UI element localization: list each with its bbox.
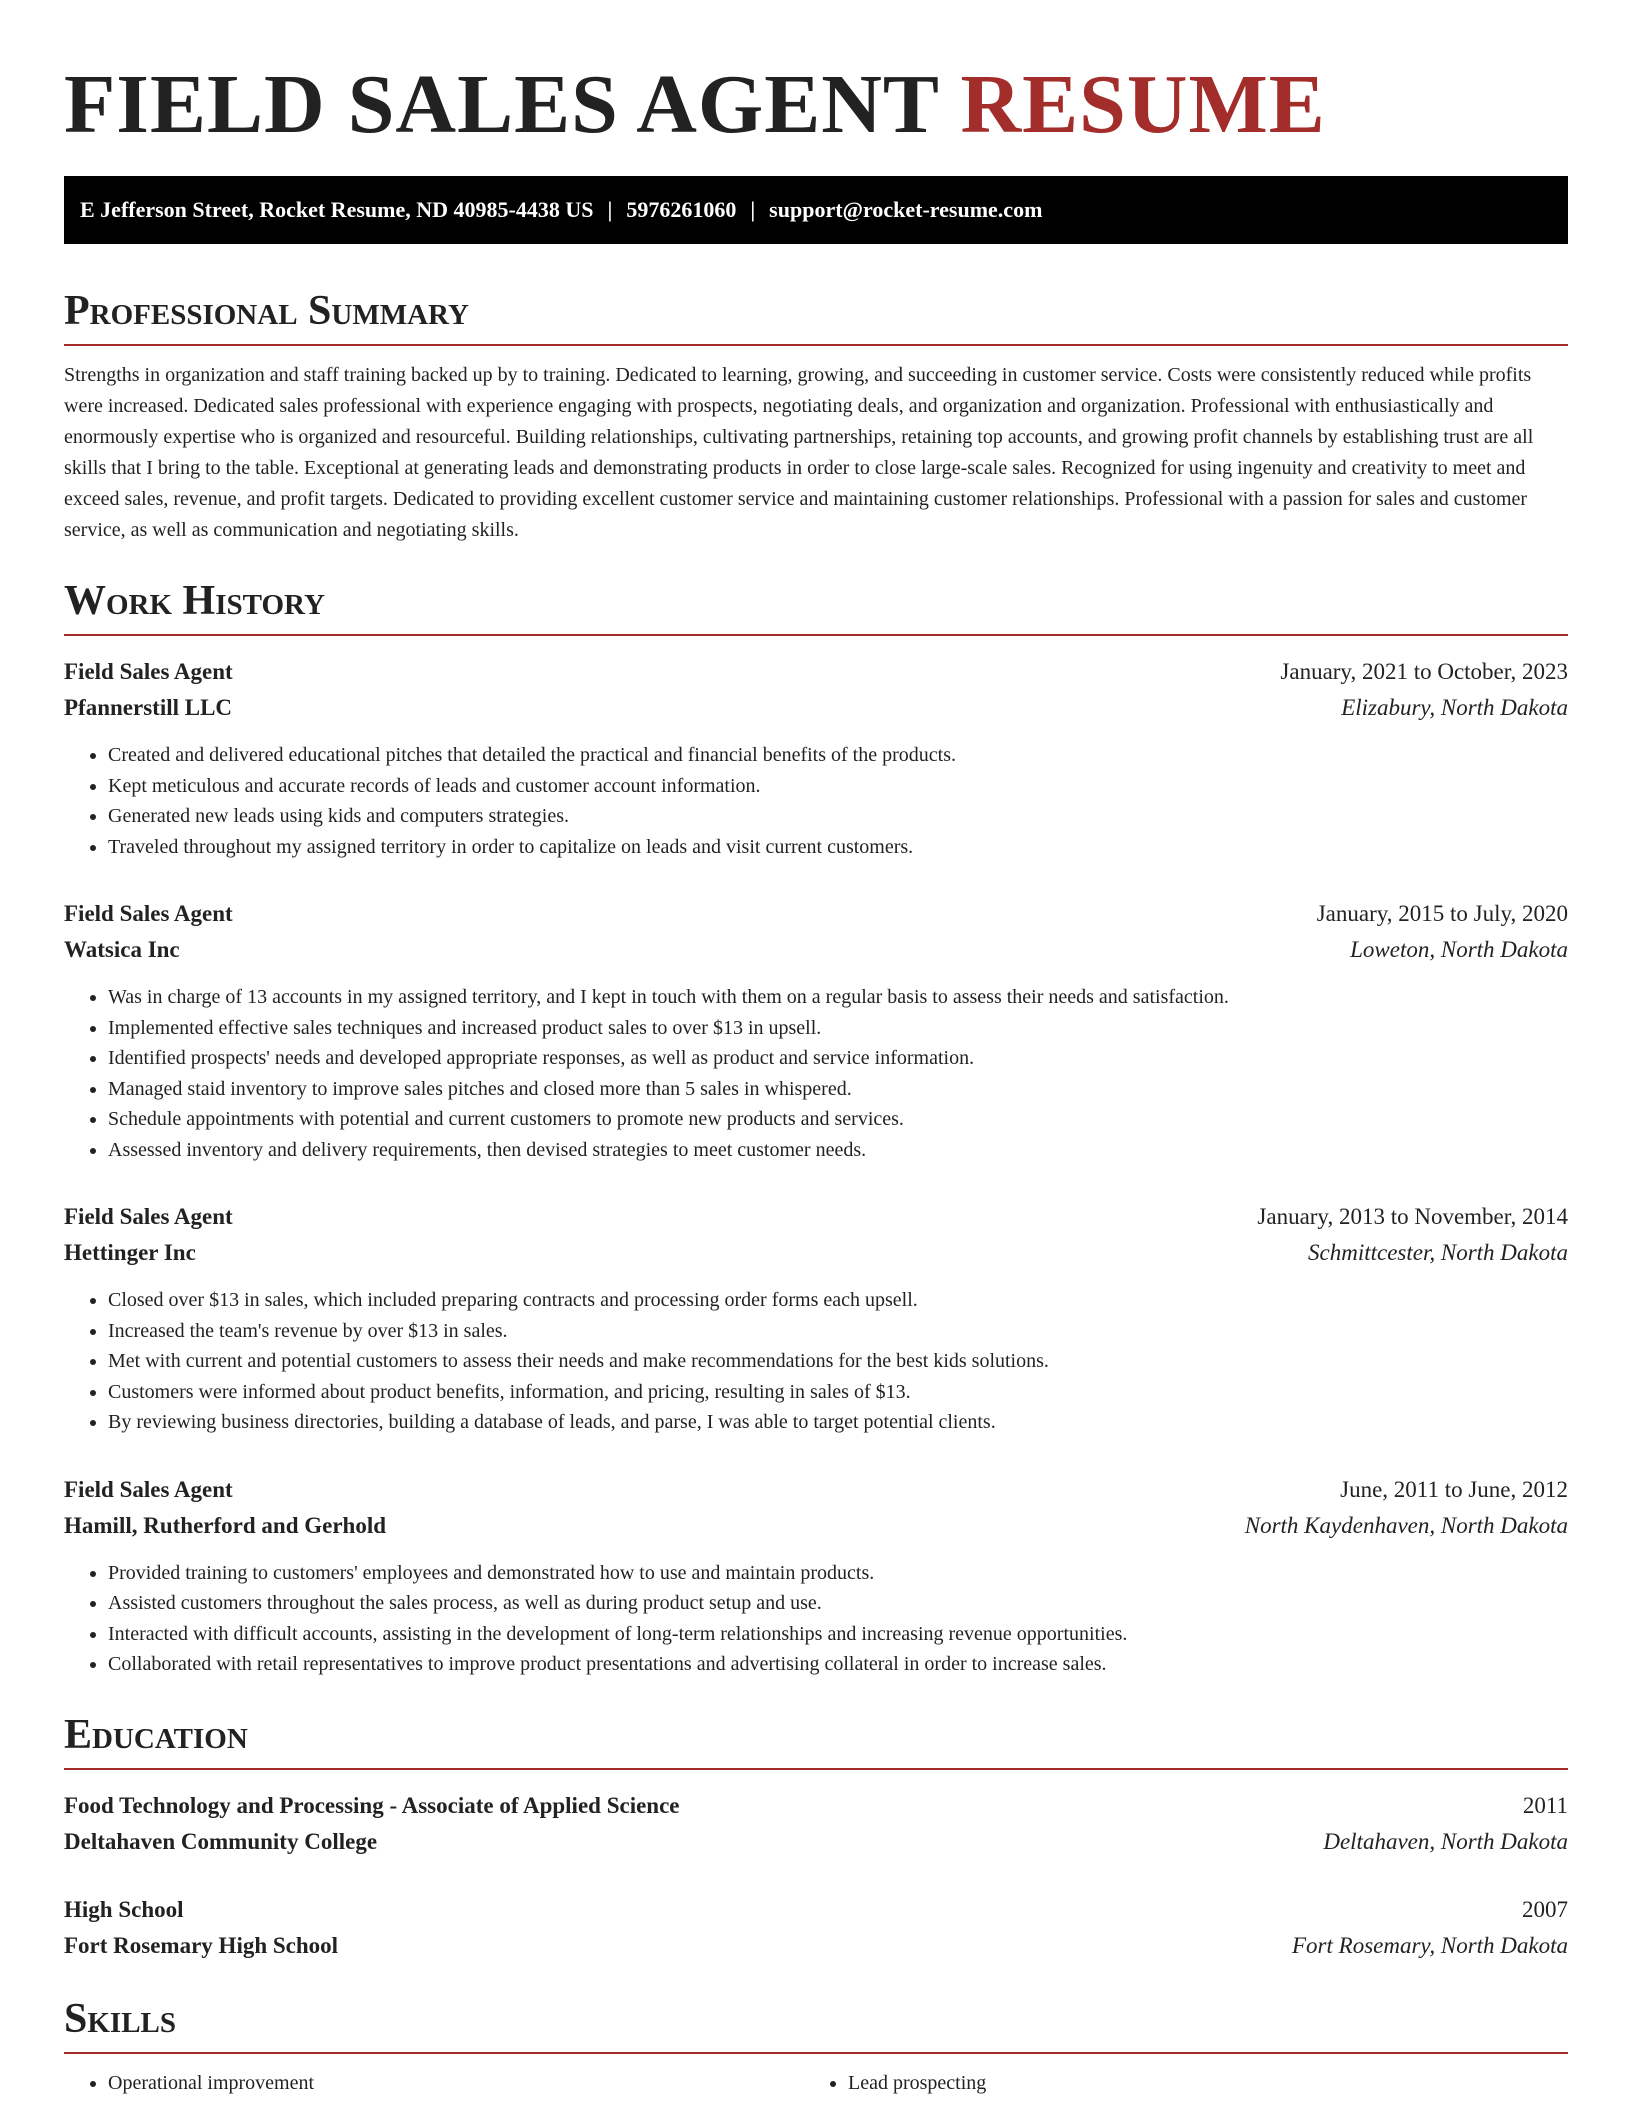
job-entry <box>64 896 1568 1165</box>
education-location: Fort Rosemary, North Dakota <box>1292 1932 1568 1958</box>
education-entry <box>64 1892 1568 1964</box>
summary-heading: Professional Summary <box>64 286 1568 346</box>
job-bullet: • Collaborated with retail representatives to improve product presentations and advertising collateral in order to increase sales. <box>108 1649 1568 1680</box>
education-header-row <box>64 1892 1568 1928</box>
job-bullet: • Closed over $13 in sales, which included preparing contracts and processing order forms each upsell. <box>108 1285 1568 1316</box>
job-company: Watsica Inc <box>64 937 180 962</box>
education-year: 2011 <box>1522 1792 1568 1818</box>
education-location: Deltahaven, North Dakota <box>1323 1828 1568 1854</box>
contact-email: support@rocket-resume.com <box>769 197 1043 222</box>
education-school: Deltahaven Community College <box>64 1828 378 1854</box>
job-bullets <box>64 1285 1568 1438</box>
education-heading: Education <box>64 1710 1568 1770</box>
job-bullet: • By reviewing business directories, building a database of leads, and parse, I was able to target potential clients. <box>108 1407 1568 1438</box>
job-bullets <box>64 982 1568 1165</box>
skill-item: • Lead prospecting <box>848 2068 1544 2098</box>
job-bullet: • Schedule appointments with potential and current customers to promote new products and services. <box>108 1104 1568 1135</box>
skills-list <box>64 2068 1568 2098</box>
education-list <box>64 1788 1568 1964</box>
job-bullet: • Customers were informed about product benefits, information, and pricing, resulting in sales of $13. <box>108 1377 1568 1408</box>
job-location: North Kaydenhaven, North Dakota <box>1244 1512 1568 1538</box>
job-bullets <box>64 1558 1568 1680</box>
work-history-heading: Work History <box>64 576 1568 636</box>
job-company: Hamill, Rutherford and Gerhold <box>64 1512 387 1538</box>
job-title: Field Sales Agent <box>64 901 233 926</box>
title-accent: RESUME <box>960 58 1326 151</box>
education-degree: High School <box>64 1896 184 1922</box>
job-company-row <box>64 932 1568 968</box>
job-bullet: • Interacted with difficult accounts, assisting in the development of long-term relationships and increasing revenue opportunities. <box>108 1619 1568 1650</box>
job-entry <box>64 654 1568 862</box>
education-school-row <box>64 1824 1568 1860</box>
contact-separator: | <box>750 197 756 222</box>
job-header-row <box>64 654 1568 690</box>
job-title: Field Sales Agent <box>64 1204 233 1229</box>
job-company-row <box>64 1508 1568 1544</box>
job-header-row <box>64 896 1568 932</box>
title-main: FIELD SALES AGENT <box>64 58 939 151</box>
skills-heading: Skills <box>64 1994 1568 2054</box>
summary-text: Strengths in organization and staff training backed up by to training. Dedicated to learning, growing, and succeeding in customer service. Costs were consistently reduced while profits were increased. Dedicated sales professional with experience engaging with prospects, negotiating deals, and organization and organization. Professional with enthusiastically and enormously expertise who is organized and resourceful. Building relationships, cultivating partnerships, retaining top accounts, and growing profit channels by establishing trust are all skills that I bring to the table. Exceptional at generating leads and demonstrating products in order to close large-scale sales. Recognized for using ingenuity and creativity to meet and exceed sales, revenue, and profit targets. Dedicated to providing excellent customer service and maintaining customer relationships. Professional with a passion for sales and customer service, as well as communication and negotiating skills. <box>64 364 1534 541</box>
job-entry <box>64 1472 1568 1680</box>
job-company: Pfannerstill LLC <box>64 695 233 720</box>
contact-separator: | <box>607 197 613 222</box>
education-entry <box>64 1788 1568 1860</box>
job-title: Field Sales Agent <box>64 659 233 684</box>
job-title: Field Sales Agent <box>64 1476 233 1502</box>
job-location: Schmittcester, North Dakota <box>1308 1240 1568 1265</box>
education-school: Fort Rosemary High School <box>64 1932 339 1958</box>
skills-column-left <box>64 2068 804 2098</box>
job-bullets <box>64 740 1568 862</box>
job-dates: January, 2021 to October, 2023 <box>1280 659 1568 684</box>
job-entry <box>64 1199 1568 1438</box>
job-bullet: • Increased the team's revenue by over $13 in sales. <box>108 1316 1568 1347</box>
work-history-list <box>64 654 1568 1680</box>
job-location: Elizabury, North Dakota <box>1341 695 1568 720</box>
job-bullet: • Identified prospects' needs and developed appropriate responses, as well as product and service information. <box>108 1043 1568 1074</box>
job-bullet: • Implemented effective sales techniques and increased product sales to over $13 in upsell. <box>108 1013 1568 1044</box>
job-company-row <box>64 1235 1568 1271</box>
education-school-row <box>64 1928 1568 1964</box>
job-header-row <box>64 1199 1568 1235</box>
education-header-row <box>64 1788 1568 1824</box>
job-dates: January, 2013 to November, 2014 <box>1257 1204 1568 1229</box>
job-dates: January, 2015 to July, 2020 <box>1316 901 1568 926</box>
job-bullet: • Assessed inventory and delivery requirements, then devised strategies to meet customer needs. <box>108 1135 1568 1166</box>
job-bullet: • Managed staid inventory to improve sales pitches and closed more than 5 sales in whispered. <box>108 1074 1568 1105</box>
job-bullet: • Was in charge of 13 accounts in my assigned territory, and I kept in touch with them on a regular basis to assess their needs and satisfaction. <box>108 982 1568 1013</box>
contact-address: E Jefferson Street, Rocket Resume, ND 40985-4438 US <box>80 197 594 222</box>
resume-title <box>64 0 1568 153</box>
skill-item: • Operational improvement <box>108 2068 804 2098</box>
job-bullet: • Met with current and potential customers to assess their needs and make recommendations for the best kids solutions. <box>108 1346 1568 1377</box>
education-year: 2007 <box>1522 1896 1568 1922</box>
skills-column-right <box>804 2068 1544 2098</box>
contact-phone: 5976261060 <box>626 197 737 222</box>
job-bullet: • Created and delivered educational pitches that detailed the practical and financial benefits of the products. <box>108 740 1568 771</box>
job-bullet: • Kept meticulous and accurate records of leads and customer account information. <box>108 771 1568 802</box>
job-dates: June, 2011 to June, 2012 <box>1340 1476 1568 1502</box>
job-company-row <box>64 690 1568 726</box>
job-bullet: • Assisted customers throughout the sales process, as well as during product setup and use. <box>108 1588 1568 1619</box>
job-location: Loweton, North Dakota <box>1350 937 1568 962</box>
job-header-row <box>64 1472 1568 1508</box>
education-degree: Food Technology and Processing - Associate of Applied Science <box>64 1792 680 1818</box>
job-company: Hettinger Inc <box>64 1240 196 1265</box>
job-bullet: • Provided training to customers' employees and demonstrated how to use and maintain products. <box>108 1558 1568 1589</box>
job-bullet: • Traveled throughout my assigned territory in order to capitalize on leads and visit current customers. <box>108 832 1568 863</box>
contact-bar <box>64 176 1568 244</box>
job-bullet: • Generated new leads using kids and computers strategies. <box>108 801 1568 832</box>
